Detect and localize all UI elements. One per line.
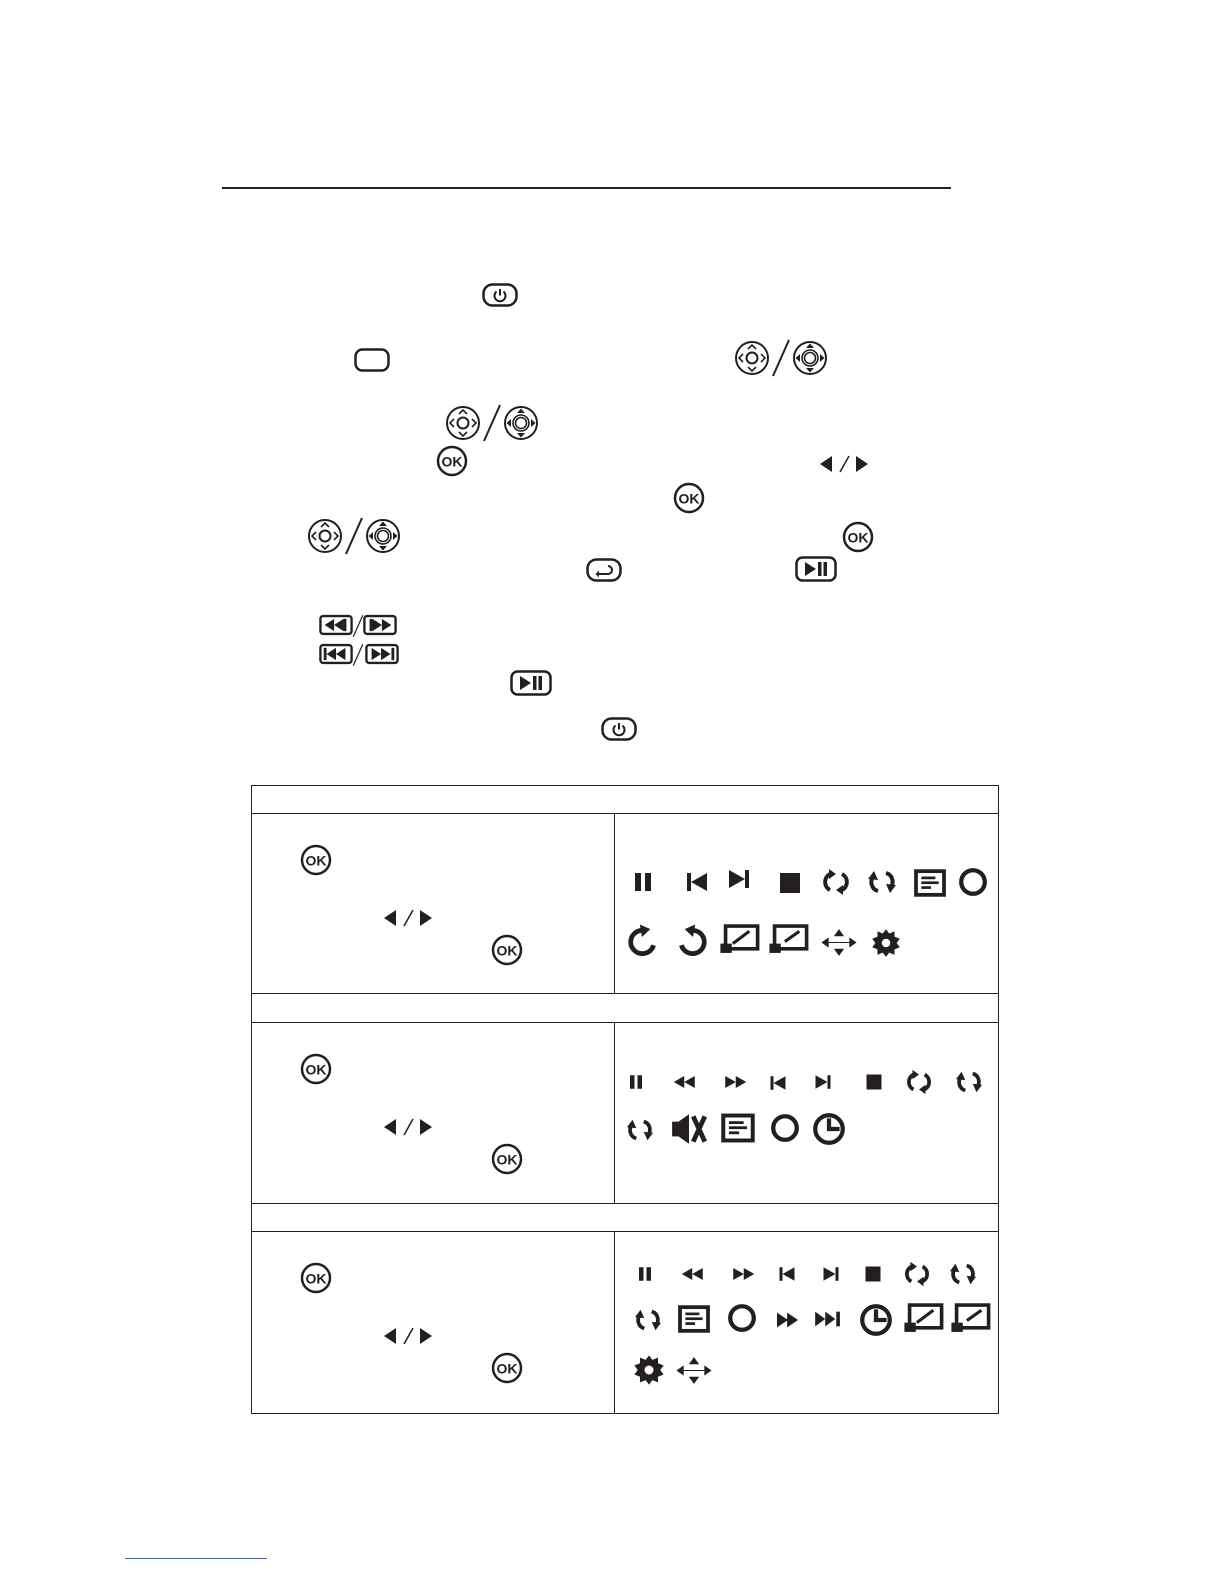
table-divider <box>251 813 999 814</box>
table-divider <box>251 1231 999 1232</box>
slow-forward-icon <box>774 1309 802 1331</box>
pause-icon <box>635 1265 655 1283</box>
dpad-icon <box>445 405 481 441</box>
zoom-out-icon <box>949 1303 991 1334</box>
rewind-icon <box>668 1073 702 1091</box>
repeat-all-icon <box>952 1068 986 1096</box>
left-right-arrows-icon <box>818 454 870 474</box>
play-pause-button-icon <box>510 670 552 696</box>
fast-rewind-button-icon <box>319 614 353 636</box>
info-icon <box>721 1113 755 1143</box>
power-button-icon <box>601 717 637 741</box>
zoom-in-icon <box>718 924 760 955</box>
stop-icon <box>862 1265 884 1283</box>
circle-icon <box>727 1303 757 1333</box>
next-icon <box>727 867 751 891</box>
previous-icon <box>685 870 709 894</box>
next-button-icon <box>365 643 399 665</box>
ok-button-icon <box>491 934 523 966</box>
settings-icon <box>631 1352 667 1388</box>
slash-icon <box>771 338 791 378</box>
slash-icon <box>482 403 502 443</box>
pause-icon <box>626 1073 646 1091</box>
slash-icon <box>352 643 364 667</box>
blank-key-icon <box>354 348 390 372</box>
power-button-icon <box>482 283 518 307</box>
table-divider <box>251 993 999 994</box>
circle-icon <box>770 1113 800 1143</box>
dpad-icon <box>734 340 770 376</box>
move-icon <box>673 1355 715 1386</box>
ok-button-icon <box>842 521 874 553</box>
return-button-icon <box>586 558 622 582</box>
move-icon <box>818 927 860 958</box>
pause-icon <box>631 870 655 894</box>
ok-button-icon <box>491 1352 523 1384</box>
info-icon <box>913 869 947 897</box>
left-right-arrows-icon <box>382 908 434 928</box>
table-divider <box>251 1203 999 1204</box>
rotate-right-icon <box>674 924 710 960</box>
ok-button-icon <box>300 1262 332 1294</box>
fast-forward-button-icon <box>363 614 397 636</box>
repeat-all-icon <box>864 867 900 897</box>
left-right-arrows-icon <box>382 1117 434 1137</box>
repeat-icon <box>900 1260 934 1288</box>
zoom-in-icon <box>902 1303 944 1334</box>
circle-icon <box>958 867 988 897</box>
table-column-divider <box>614 813 615 994</box>
fast-forward-icon <box>718 1073 752 1091</box>
previous-button-icon <box>319 643 353 665</box>
table-column-divider <box>614 1022 615 1204</box>
header-rule <box>222 187 951 189</box>
rotate-left-icon <box>625 924 661 960</box>
repeat-none-icon <box>631 1306 665 1334</box>
timer-icon <box>858 1302 894 1338</box>
play-pause-button-icon <box>795 556 837 582</box>
ok-button-icon <box>673 482 705 514</box>
stop-icon <box>863 1073 885 1091</box>
timer-icon <box>811 1111 847 1147</box>
dpad-filled-icon <box>792 340 828 376</box>
rewind-icon <box>676 1265 710 1283</box>
ok-button-icon <box>300 844 332 876</box>
dpad-icon <box>307 518 343 554</box>
repeat-icon <box>902 1068 936 1096</box>
next-icon <box>813 1073 833 1091</box>
left-right-arrows-icon <box>382 1326 434 1346</box>
slash-icon <box>344 516 364 556</box>
step-forward-icon <box>812 1308 844 1330</box>
mute-icon <box>670 1112 708 1146</box>
repeat-none-icon <box>623 1116 657 1144</box>
zoom-out-icon <box>767 924 809 955</box>
repeat-all-icon <box>946 1260 980 1288</box>
footer-link-underline[interactable] <box>125 1558 267 1559</box>
ok-button-icon <box>300 1053 332 1085</box>
previous-icon <box>777 1265 797 1283</box>
table-column-divider <box>614 1231 615 1414</box>
settings-icon <box>869 926 903 960</box>
dpad-filled-icon <box>365 518 401 554</box>
table-divider <box>251 1022 999 1023</box>
previous-icon <box>768 1074 788 1092</box>
repeat-icon <box>818 867 854 897</box>
ok-button-icon <box>436 445 468 477</box>
dpad-filled-icon <box>503 405 539 441</box>
stop-icon <box>778 871 802 895</box>
fast-forward-icon <box>726 1265 760 1283</box>
next-icon <box>821 1265 841 1283</box>
ok-button-icon <box>491 1143 523 1175</box>
info-icon <box>677 1305 711 1333</box>
